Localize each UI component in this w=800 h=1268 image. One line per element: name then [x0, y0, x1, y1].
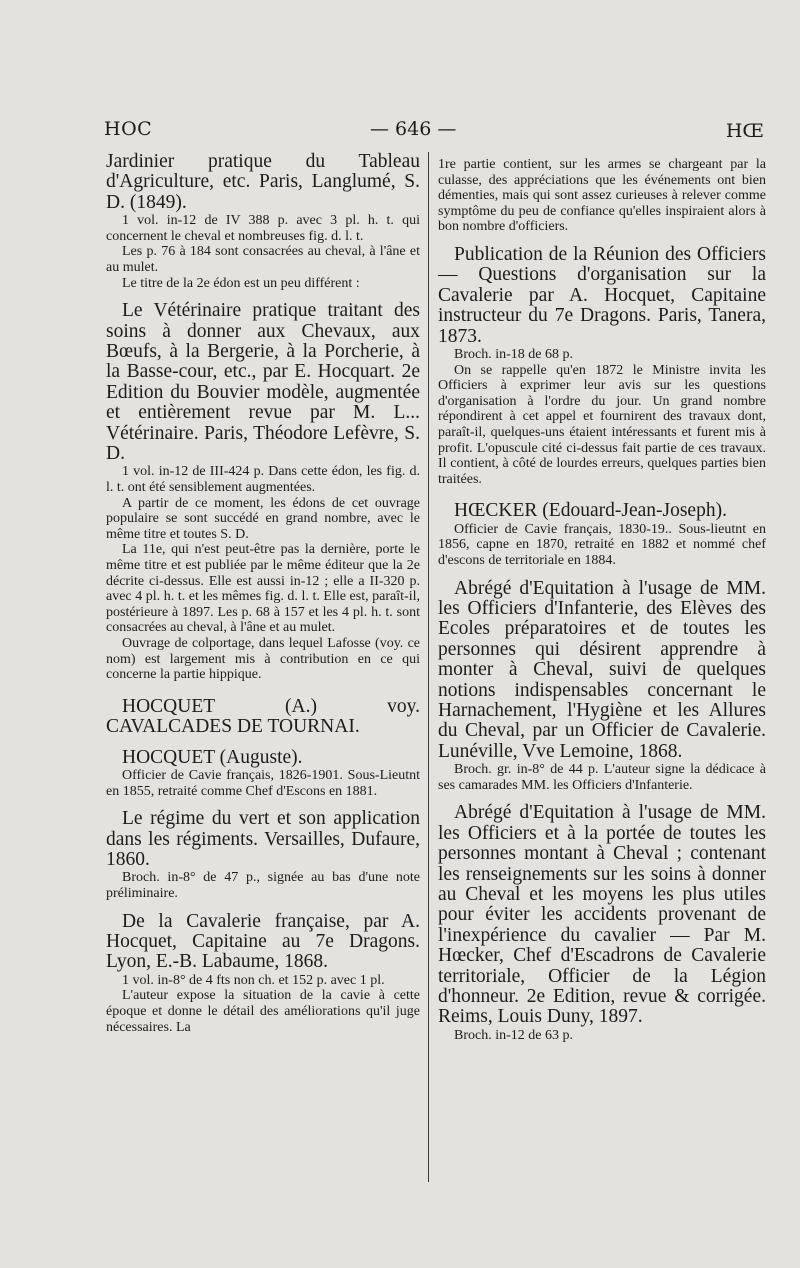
header-left-keyword: HOC [104, 118, 153, 140]
entry-note: 1 vol. in-12 de IV 388 p. avec 3 pl. h. t. qui concernent le cheval et nombreuses fig. d. l. t. [106, 213, 420, 244]
entry-note: Broch. in-8° de 47 p., signée au bas d'une note préliminaire. [106, 870, 420, 901]
author-bio: Officier de Cavie français, 1826-1901. Sous-Lieutnt en 1855, retraité comme Chef d'Escons en 1881. [106, 767, 420, 799]
entry-note: A partir de ce moment, les édons de cet ouvrage populaire se sont succédé en grand nombre, avec le même titre et toutes S. D. [106, 495, 420, 542]
entry-title: Publication de la Réunion des Officiers — Questions d'organisation sur la Cavalerie par A. Hocquet, Capitaine instructeur du 7e Dragons. Paris, Tanera, 1873. [438, 243, 766, 347]
entry-note: L'auteur expose la situation de la cavie à cette époque et donne le détail des améliorations qu'il juge nécessaires. La [106, 988, 420, 1035]
header-right-keyword: HŒ [725, 120, 764, 142]
entry-title: Abrégé d'Equitation à l'usage de MM. les Officiers d'Infanterie, des Elèves des Ecoles préparatoires et de toutes les personnes qui désirent apprendre à monter à Cheval, suivi de quelques notions indispensables concernant le Harnachement, l'Hygiène et les Allures du Cheval, par un Officier de Cavalerie. Lunéville, Vve Lemoine, 1868. [438, 577, 766, 762]
entry-note: La 11e, qui n'est peut-être pas la dernière, porte le même titre et est publiée par le même éditeur que la 2e décrite ci-dessus. Elle est aussi in-12 ; elle a II-320 p. avec 4 pl. h. t. et les mêmes fig. d. l. t. Elle est, paraît-il, postérieure à 1897. Les p. 68 à 157 et les 4 pl. h. t. sont consacrées au cheval, à l'âne et au mulet. [106, 542, 420, 636]
entry-note: Le titre de la 2e édon est un peu différent : [122, 275, 360, 291]
entry-title: Jardinier pratique du Tableau d'Agriculture, etc. Paris, Langlumé, S. D. (1849). [106, 151, 420, 213]
entry-note: Les p. 76 à 184 sont consacrées au cheval, à l'âne et au mulet. [106, 244, 420, 275]
author-heading: HOCQUET (Auguste). [122, 746, 303, 768]
author-heading: HŒCKER (Edouard-Jean-Joseph). [454, 500, 727, 522]
entry-title: Le Vétérinaire pratique traitant des soins à donner aux Chevaux, aux Bœufs, à la Bergerie, à la Porcherie, à la Basse-cour, etc., par E. Hocquart. 2e Edition du Bouvier modèle, augmentée et entièrement revue par M. L... Vétérinaire. Paris, Théodore Lefèvre, S. D. [106, 300, 420, 465]
column-divider [428, 152, 429, 1182]
entry-note: 1 vol. in-12 de III-424 p. Dans cette édon, les fig. d. l. t. ont été sensiblement augmentées. [106, 464, 420, 496]
left-column [106, 152, 420, 1035]
cross-reference-heading: HOCQUET (A.) voy. CAVALCADES DE TOURNAI. [106, 695, 420, 738]
entry-title: De la Cavalerie française, par A. Hocquet, Capitaine au 7e Dragons. Lyon, E.-B. Labaume, 1868. [106, 910, 420, 973]
entry-note: 1 vol. in-8° de 4 fts non ch. et 152 p. avec 1 pl. [122, 972, 385, 988]
author-bio: Officier de Cavie français, 1830-19.. Sous-lieutnt en 1856, capne en 1870, retraité en 1882 et nommé chef d'escons de territoriale en 1884. [438, 521, 766, 568]
entry-note: Broch. in-12 de 63 p. [454, 1027, 573, 1043]
entry-note: Ouvrage de colportage, dans lequel Lafosse (voy. ce nom) est largement mis à contribution en ce qui concerne la partie hippique. [106, 635, 420, 683]
entry-note: On se rappelle qu'en 1872 le Ministre invita les Officiers à exprimer leur avis sur les questions d'organisation à l'ordre du jour. Un grand nombre répondirent à cet appel et fournirent des travaux dont, paraît-il, quelques-uns étaient intéressants et furent mis à profit. L'opuscule cité ci-dessus fait partie de ces travaux. Il contient, à côté de lourdes erreurs, quelques parties bien traitées. [438, 362, 766, 487]
entry-note-continued: 1re partie contient, sur les armes se chargeant par la culasse, des appréciations que les événements ont bien démenties, mais qui sont assez curieuses à relever comme symptôme du peu de confiance qu'elles inspiraient alors à bon nombre d'officiers. [438, 157, 766, 235]
right-column [438, 157, 766, 1043]
page-number: — 646 — [370, 118, 457, 140]
entry-note: Broch. in-18 de 68 p. [454, 347, 573, 362]
running-header [104, 118, 764, 146]
entry-title: Abrégé d'Equitation à l'usage de MM. les Officiers et à la portée de toutes les personnes montant à Cheval ; contenant les renseignements sur les soins à donner au Cheval et les moyens les plus utiles pour éviter les accidents provenant de l'inexpérience du cavalier — Par M. Hœcker, Chef d'Escadrons de Cavalerie territoriale, Officier de la Légion d'honneur. 2e Edition, revue & corrigée. Reims, Louis Duny, 1897. [438, 802, 766, 1028]
entry-title: Le régime du vert et son application dans les régiments. Versailles, Dufaure, 1860. [106, 808, 420, 870]
entry-note: Broch. gr. in-8° de 44 p. L'auteur signe la dédicace à ses camarades MM. les Officiers d'Infanterie. [438, 762, 766, 793]
